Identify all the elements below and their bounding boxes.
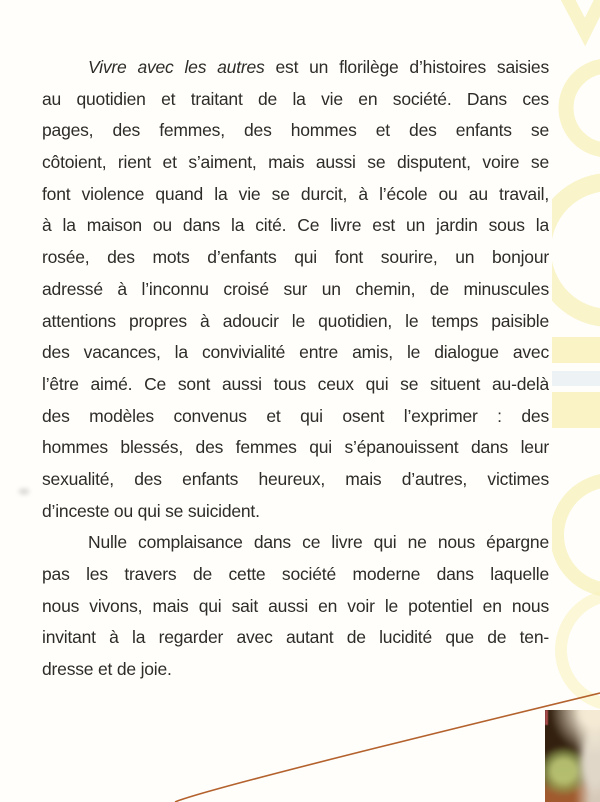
text-line: font violence quand la vie se durcit, à l’école ou au travail,: [42, 183, 549, 204]
text-line: des vacances, la convivialité entre amis, le dialogue avec: [42, 342, 549, 363]
text-line: attentions propres à adoucir le quotidien, le temps paisible: [42, 310, 549, 331]
text-line: l’être aimé. Ce sont aussi tous ceux qui se situent au-delà: [42, 373, 549, 394]
page-edge-lettering: [552, 0, 600, 802]
text-line: à la maison ou dans la cité. Ce livre est un jardin sous la: [42, 215, 549, 236]
text-line: sexualité, des enfants heureux, mais d’autres, victimes: [42, 468, 549, 489]
text-line-rest: est un florilège d’histoires saisies: [264, 57, 549, 77]
text-line: côtoient, rient et s’aiment, mais aussi se disputent, voire se: [42, 152, 549, 173]
text-line: Nulle complaisance dans ce livre qui ne nous épargne: [88, 532, 549, 553]
scan-smudge: [16, 486, 32, 497]
text-line: adressé à l’inconnu croisé sur un chemin, de minuscules: [42, 278, 549, 299]
text-line: nous vivons, mais qui sait aussi en voir le potentiel en nous: [42, 595, 549, 616]
text-line: invitant à la regarder avec autant de lucidité que de ten-: [42, 627, 549, 648]
text-line: des modèles convenus et qui osent l’exprimer : des: [42, 405, 549, 426]
text-line: hommes blessés, des femmes qui s’épanouissent dans leur: [42, 437, 549, 458]
text-line: pas les travers de cette société moderne dans laquelle: [42, 564, 549, 584]
text-line-paragraph-end: dresse et de joie.: [42, 659, 172, 680]
book-title-italic: Vivre avec les autres: [88, 57, 265, 77]
corner-photo-blur: [545, 710, 600, 802]
orange-arc-path: [175, 693, 600, 802]
corner-photo-red-edge: [545, 710, 548, 725]
edge-letter-bands: [552, 337, 600, 428]
text-line: rosée, des mots d’enfants qui font sourire, un bonjour: [42, 247, 549, 268]
text-line: pages, des femmes, des hommes et des enfants se: [42, 120, 549, 141]
text-line: [42, 52, 549, 84]
corner-photo: [545, 710, 600, 802]
text-line: au quotidien et traitant de la vie en société. Dans ces: [42, 88, 549, 109]
text-line-paragraph-end: d’inceste ou qui se suicident.: [42, 500, 260, 521]
book-description-text: [42, 52, 549, 686]
